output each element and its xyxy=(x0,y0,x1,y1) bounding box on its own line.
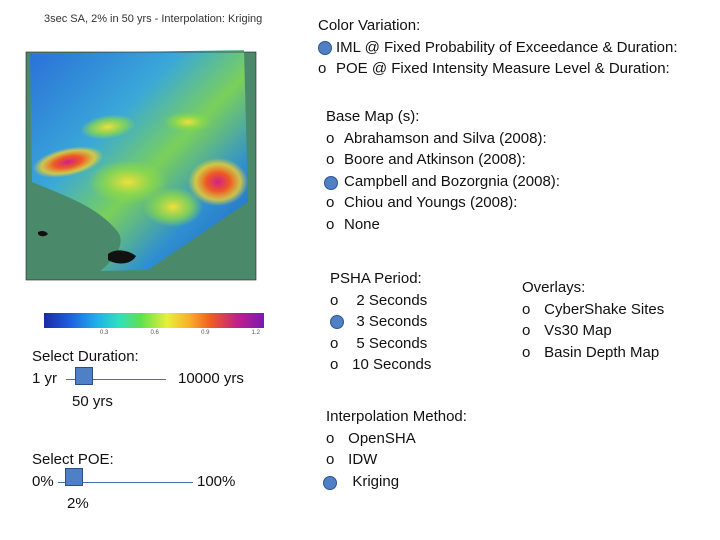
duration-max-label: 10000 yrs xyxy=(178,370,244,387)
color-variation-panel xyxy=(318,15,678,80)
option-label: 3 Seconds xyxy=(356,313,428,330)
overlays-panel xyxy=(522,277,664,363)
option-label: 5 Seconds xyxy=(356,334,428,352)
base-map-heading: Base Map (s): xyxy=(326,108,420,125)
colorbar-ticks xyxy=(100,330,260,336)
interp-option-opensha[interactable]: o OpenSHA xyxy=(326,429,416,447)
map-title: 3sec SA, 2% in 50 yrs - Interpolation: Kriging xyxy=(44,13,263,25)
hazard-map[interactable] xyxy=(8,32,274,292)
psha-option-5s[interactable]: o 5 Seconds xyxy=(330,334,428,352)
option-label: Kriging xyxy=(352,472,400,490)
psha-period-panel xyxy=(330,268,431,376)
colorbar-tick: 0.3 xyxy=(100,330,109,336)
option-label: Chiou and Youngs (2008): xyxy=(344,194,518,211)
radio-off: o xyxy=(318,60,327,77)
duration-thumb[interactable] xyxy=(75,367,93,385)
radio-selected-icon xyxy=(330,315,344,329)
base-map-option-none[interactable]: o None xyxy=(326,215,380,233)
option-label: IML @ Fixed Probability of Exceedance & Duration: xyxy=(336,38,678,56)
base-map-option-ba08[interactable]: o Boore and Atkinson (2008): xyxy=(326,151,526,168)
option-label: OpenSHA xyxy=(348,429,416,447)
option-label: 10 Seconds xyxy=(352,356,432,373)
poe-label: Select POE: xyxy=(32,451,114,468)
psha-option-2s[interactable]: o 2 Seconds xyxy=(330,291,428,309)
color-variation-option-iml[interactable] xyxy=(318,37,678,59)
colorbar-tick: 0.6 xyxy=(150,330,159,336)
poe-value: 2% xyxy=(67,495,89,512)
option-label: Basin Depth Map xyxy=(544,343,660,361)
overlays-heading: Overlays: xyxy=(522,279,586,296)
option-label: Vs30 Map xyxy=(544,322,612,339)
duration-value: 50 yrs xyxy=(72,393,113,410)
radio-selected-icon xyxy=(323,476,337,490)
interpolation-heading: Interpolation Method: xyxy=(326,408,467,425)
colorbar xyxy=(44,313,264,328)
option-label: Boore and Atkinson (2008): xyxy=(344,151,526,168)
option-label: Abrahamson and Silva (2008): xyxy=(344,129,547,147)
base-map-option-cb08[interactable] xyxy=(326,171,560,193)
overlay-option-cybershake[interactable]: o CyberShake Sites xyxy=(522,300,665,318)
color-variation-option-poe[interactable] xyxy=(318,58,678,80)
option-label: CyberShake Sites xyxy=(544,300,665,318)
overlay-option-vs30[interactable]: o Vs30 Map xyxy=(522,322,612,339)
duration-label: Select Duration: xyxy=(32,348,139,365)
psha-option-10s[interactable]: o 10 Seconds xyxy=(330,356,432,373)
duration-min-label: 1 yr xyxy=(32,370,58,387)
option-label: None xyxy=(344,215,380,233)
base-map-option-as08[interactable]: o Abrahamson and Silva (2008): xyxy=(326,129,547,147)
option-label: Campbell and Bozorgnia (2008): xyxy=(344,172,560,190)
colorbar-tick: 1.2 xyxy=(251,330,260,336)
interp-option-kriging[interactable] xyxy=(326,471,467,493)
interp-option-idw[interactable]: o IDW xyxy=(326,451,378,468)
colorbar-tick: 0.9 xyxy=(201,330,210,336)
option-label: POE @ Fixed Intensity Measure Level & Duration: xyxy=(336,60,670,77)
poe-min-label: 0% xyxy=(32,473,54,490)
option-label: IDW xyxy=(348,451,378,468)
overlay-option-basin[interactable]: o Basin Depth Map xyxy=(522,343,660,361)
option-label: 2 Seconds xyxy=(356,291,428,309)
base-map-option-cy08[interactable]: o Chiou and Youngs (2008): xyxy=(326,194,518,211)
interpolation-panel xyxy=(326,406,467,492)
color-variation-heading: Color Variation: xyxy=(318,17,421,34)
radio-selected-icon xyxy=(318,41,332,55)
poe-max-label: 100% xyxy=(197,473,236,490)
psha-period-heading: PSHA Period: xyxy=(330,270,422,287)
psha-option-3s[interactable] xyxy=(330,311,431,333)
radio-selected-icon xyxy=(324,176,338,190)
base-map-panel xyxy=(326,106,560,235)
poe-thumb[interactable] xyxy=(65,468,83,486)
